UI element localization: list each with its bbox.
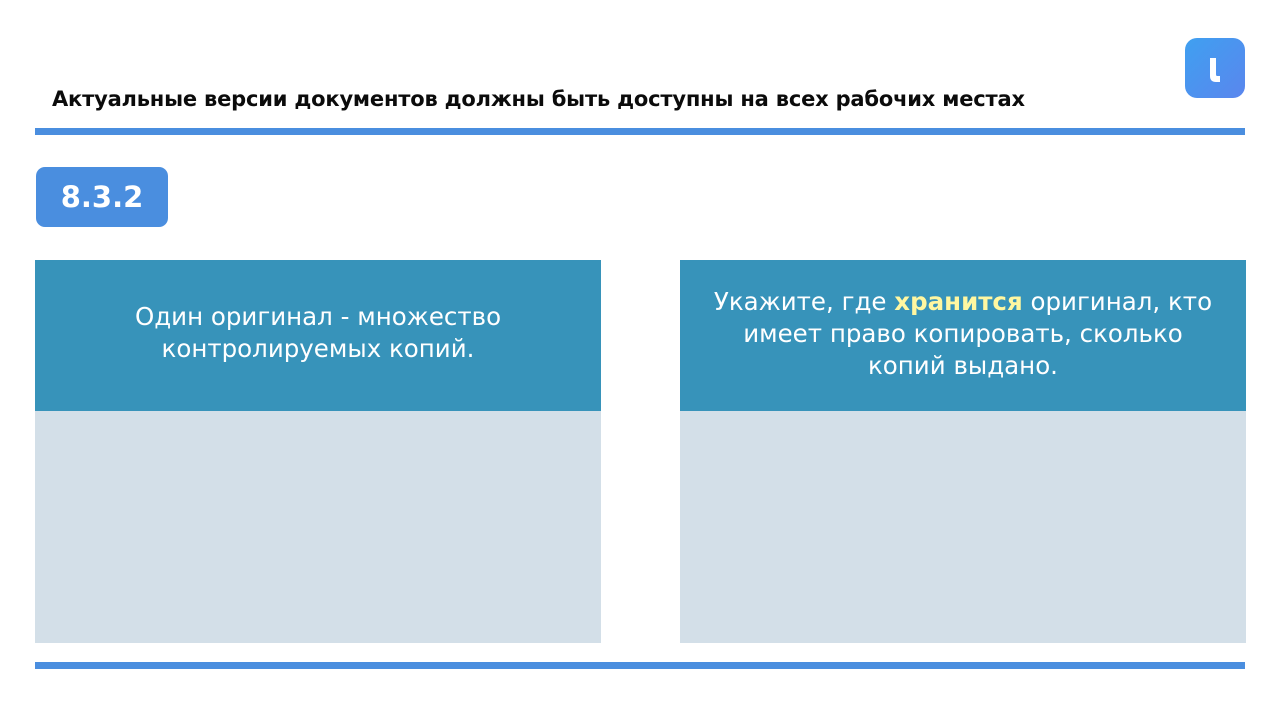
- logo-glyph: [1185, 38, 1245, 98]
- panel-left: [35, 260, 601, 643]
- panel-left-header: [35, 260, 601, 411]
- section-number-badge: 8.3.2: [36, 167, 168, 227]
- panel-right-header: [680, 260, 1246, 411]
- panel-right: [680, 260, 1246, 643]
- panel-right-highlight: хранится: [894, 286, 1023, 316]
- bottom-divider: [35, 662, 1245, 669]
- brand-logo-icon: [1185, 38, 1245, 98]
- panel-right-header-text: [702, 286, 1224, 382]
- top-divider: [35, 128, 1245, 135]
- slide-title: Актуальные версии документов должны быть доступны на всех рабочих местах: [52, 87, 1025, 111]
- panel-right-text-after: оригинал, кто имеет право копировать, сколько копий выдано.: [743, 286, 1213, 380]
- panel-left-header-text: Один оригинал - множество контролируемых копий.: [134, 301, 502, 363]
- panel-right-text-before: Укажите, где: [713, 286, 895, 316]
